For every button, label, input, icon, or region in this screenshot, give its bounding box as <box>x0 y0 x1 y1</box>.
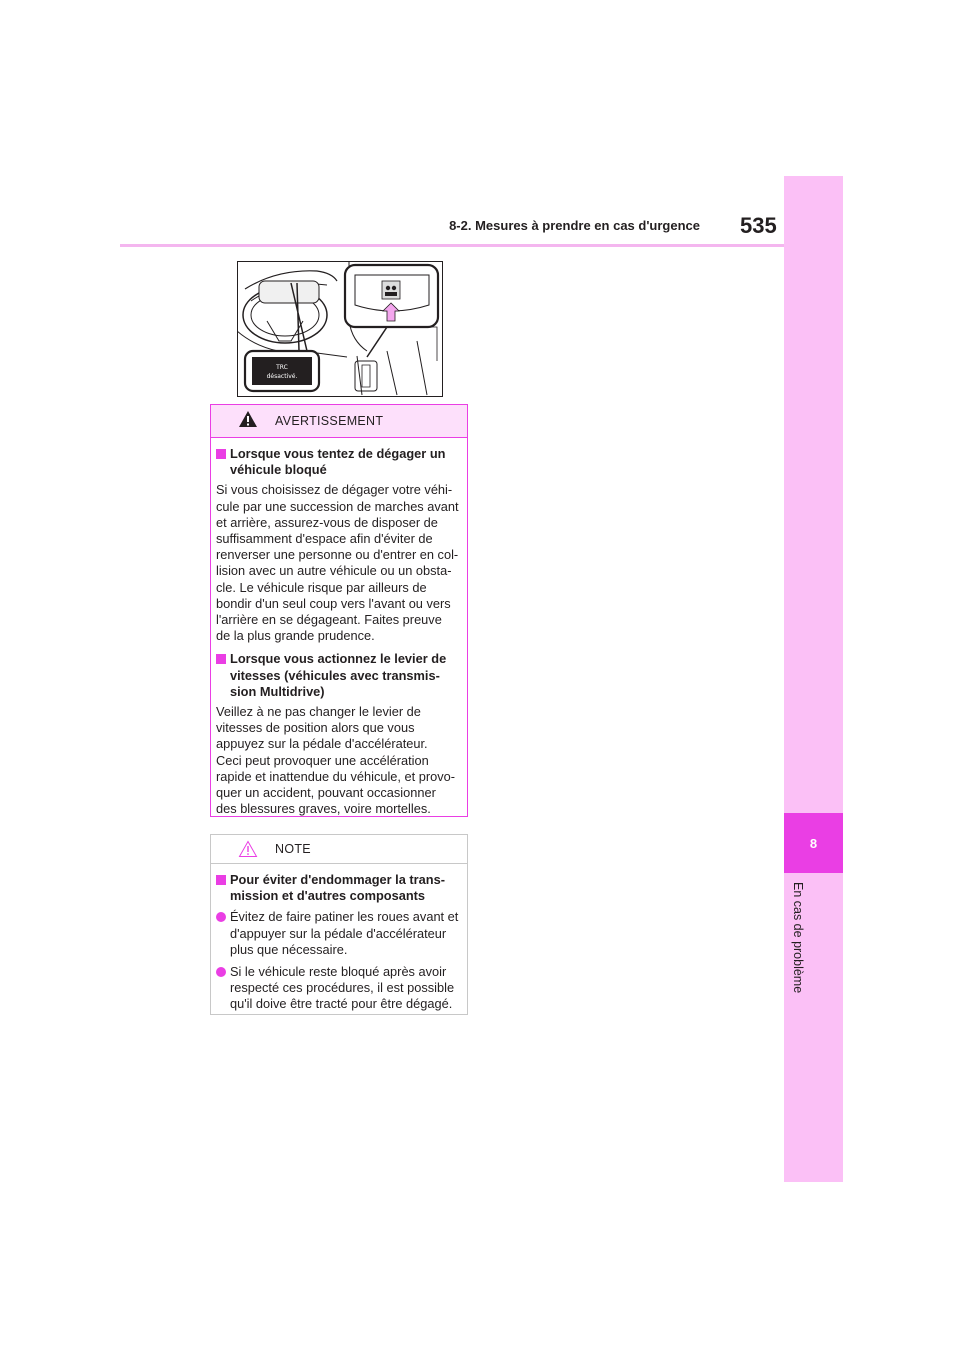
caution-outline-icon <box>238 840 258 858</box>
square-bullet-icon <box>216 449 226 459</box>
note-bullet-1: Évitez de faire patiner les roues avant et d'appuyer sur la pédale d'accélérateur plus que nécessaire. <box>216 909 461 958</box>
header-rule <box>120 244 784 247</box>
warning-paragraph-2: Veillez à ne pas changer le levier de vitesses de position alors que vous appuyez sur la pédale d'accélérateur. Ceci peut provoquer une accélération rapide et inattendue du véhicule, et provo- quer un accident, pouvant occasionner des blessures graves, voire mortelles. <box>216 704 456 817</box>
warning-title: AVERTISSEMENT <box>275 414 384 428</box>
note-box <box>210 834 468 1015</box>
warning-subheading-1: Lorsque vous tentez de dégager un véhicule bloqué <box>216 446 461 478</box>
dashboard-drawing <box>237 261 443 397</box>
chapter-number-badge: 8 <box>784 813 843 873</box>
warning-paragraph-1: Si vous choisissez de dégager votre véhi- cule par une succession de marches avant et arrière, assurez-vous de disposer de suffisamment d'espace afin d'éviter de renverser une personne ou d'entrer en col- lision avec un autre véhicule ou un obsta- cle. Le véhicule risque par ailleurs de bondir d'un seul coup vers l'avant ou vers l'arrière en se dégageant. Faites preuve de la plus grande prudence. <box>216 482 459 644</box>
display-text-line1: TRC <box>276 364 288 371</box>
note-title: NOTE <box>275 842 311 856</box>
note-bullet-2: Si le véhicule reste bloqué après avoir respecté ces procédures, il est possible qu'il doive être tracté pour être dégagé. <box>216 964 461 1013</box>
square-bullet-icon <box>216 875 226 885</box>
square-bullet-icon <box>216 654 226 664</box>
chapter-title: En cas de problème <box>791 882 805 994</box>
round-bullet-icon <box>216 967 226 977</box>
section-header: 8-2. Mesures à prendre en cas d'urgence <box>449 218 700 233</box>
page-number: 535 <box>740 213 777 238</box>
note-subheading: Pour éviter d'endommager la trans- mission et d'autres composants <box>216 872 461 904</box>
display-text-line2: désactivé. <box>266 373 298 380</box>
dashboard-illustration <box>237 261 443 397</box>
warning-triangle-icon <box>238 410 258 428</box>
chapter-title-vertical <box>784 882 843 1022</box>
round-bullet-icon <box>216 912 226 922</box>
note-header <box>211 835 467 864</box>
warning-header <box>211 405 467 438</box>
warning-subheading-2: Lorsque vous actionnez le levier de vitesses (véhicules avec transmis- sion Multidrive) <box>216 651 461 700</box>
warning-box <box>210 404 468 817</box>
chapter-side-tab <box>784 176 843 1182</box>
